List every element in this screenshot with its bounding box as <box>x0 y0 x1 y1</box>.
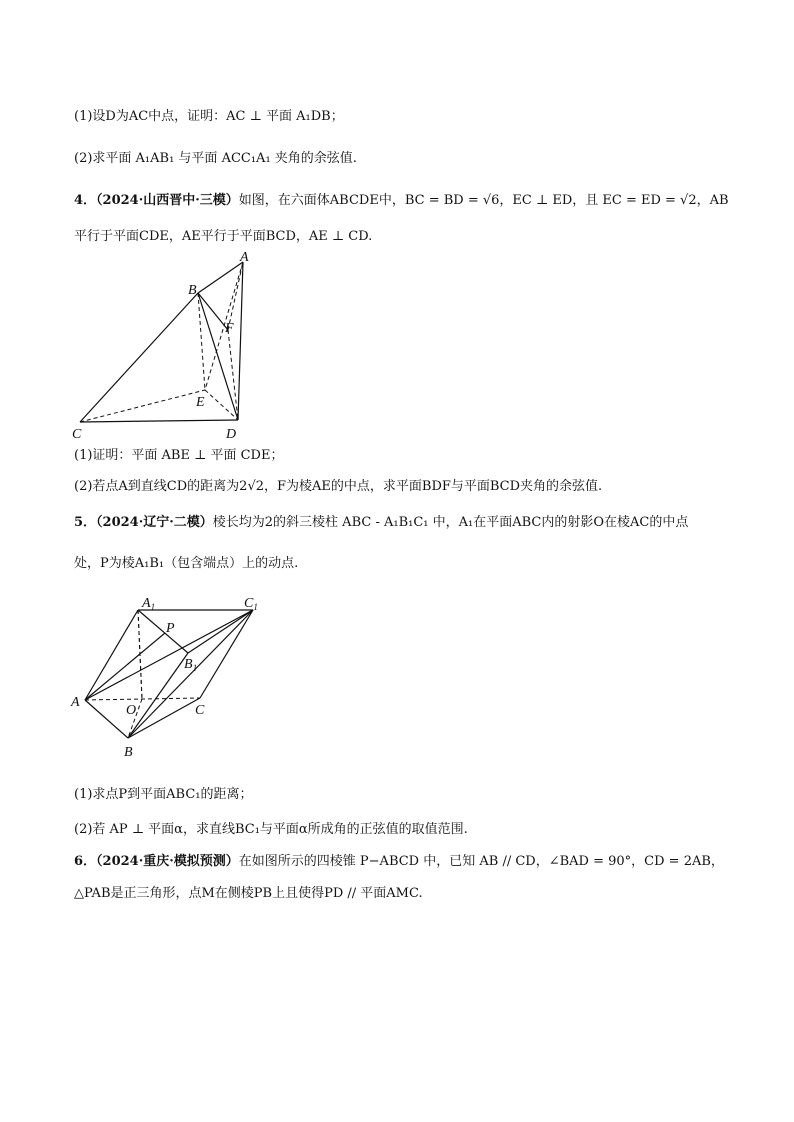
q4-part1: (1)证明：平面 ABE ⊥ 平面 CDE； <box>74 448 284 463</box>
q5-part2: (2)若 AP ⊥ 平面α，求直线BC₁与平面α所成角的正弦值的取值范围. <box>74 822 468 837</box>
q4-part2: (2)若点A到直线CD的距离为2√2，F为棱AE的中点，求平面BDF与平面BCD夹角的余弦值. <box>74 479 603 494</box>
q4-stem-line1 <box>74 192 754 210</box>
q6-source: （2024·重庆·模拟预测） <box>96 854 239 869</box>
q5-stem-line1 <box>74 514 754 532</box>
label-D: D <box>226 427 237 442</box>
edge-BC1 <box>128 610 253 738</box>
q6-stem-line2: △PAB是正三角形，点M在侧棱PB上且使得PD // 平面AMC. <box>74 886 423 901</box>
q5-source: （2024·辽宁·二模） <box>96 515 213 530</box>
label-C: C <box>72 427 82 442</box>
label-C: C <box>195 703 205 718</box>
label-F: F <box>225 321 234 336</box>
q3-part2: (2)求平面 A₁AB₁ 与平面 ACC₁A₁ 夹角的余弦值. <box>74 151 357 166</box>
edge-AB <box>85 700 128 738</box>
label-A: A <box>240 250 249 265</box>
edge-CC1 <box>200 610 253 698</box>
q5-part1: (1)求点P到平面ABC₁的距离； <box>74 787 253 802</box>
q4-stem-line2: 平行于平面CDE，AE平行于平面BCD，AE ⊥ CD. <box>74 229 373 244</box>
edge-AD <box>238 262 243 420</box>
edge-AP <box>85 633 165 700</box>
label-B: B <box>188 283 197 298</box>
q5-stem-line2: 处，P为棱A₁B₁（包含端点）上的动点. <box>74 556 299 571</box>
q5-stem-text: 棱长均为2的斜三棱柱 ABC - A₁B₁C₁ 中，A₁在平面ABC内的射影O在棱AC的中点 <box>212 515 689 530</box>
label-A: A <box>71 695 80 710</box>
q6-stem-text: 在如图所示的四棱锥 P−ABCD 中，已知 AB // CD，∠BAD = 90°，CD = 2AB， <box>238 854 724 869</box>
edge-BC <box>80 293 198 422</box>
label-E: E <box>196 395 205 410</box>
q5-prism-figure <box>70 590 280 765</box>
q4-number: 4． <box>74 193 97 208</box>
edge-CE <box>80 390 205 422</box>
edge-AE <box>205 262 243 390</box>
q4-hexahedron-figure <box>70 250 270 445</box>
edge-BE <box>198 293 205 390</box>
edge-CD <box>80 420 238 422</box>
edge-B1C1 <box>188 610 253 653</box>
q6-stem-line1 <box>74 853 754 871</box>
edge-AA1 <box>85 610 138 700</box>
q6-number: 6． <box>74 854 97 869</box>
label-P: P <box>166 621 175 636</box>
edge-A1B1 <box>138 610 188 653</box>
label-O: O <box>126 703 137 718</box>
edge-AC <box>85 698 200 700</box>
q4-stem-text: 如图，在六面体ABCDE中，BC = BD = √6，EC ⊥ ED，且 EC = ED = √2，AB <box>238 193 729 208</box>
q5-number: 5． <box>74 515 97 530</box>
label-B1: $B_1$ <box>184 657 198 673</box>
edge-BF <box>198 293 228 330</box>
edge-FD <box>228 330 238 420</box>
edge-BC <box>128 698 200 738</box>
label-B: B <box>124 745 133 760</box>
edge-AB <box>198 262 243 293</box>
edge-BB1 <box>128 653 188 738</box>
q4-source: （2024·山西晋中·三模） <box>96 193 239 208</box>
label-A1: $A_1$ <box>142 596 156 612</box>
q3-part1: (1)设D为AC中点，证明：AC ⊥ 平面 A₁DB； <box>74 109 344 124</box>
label-C1: $C_1$ <box>244 596 258 612</box>
